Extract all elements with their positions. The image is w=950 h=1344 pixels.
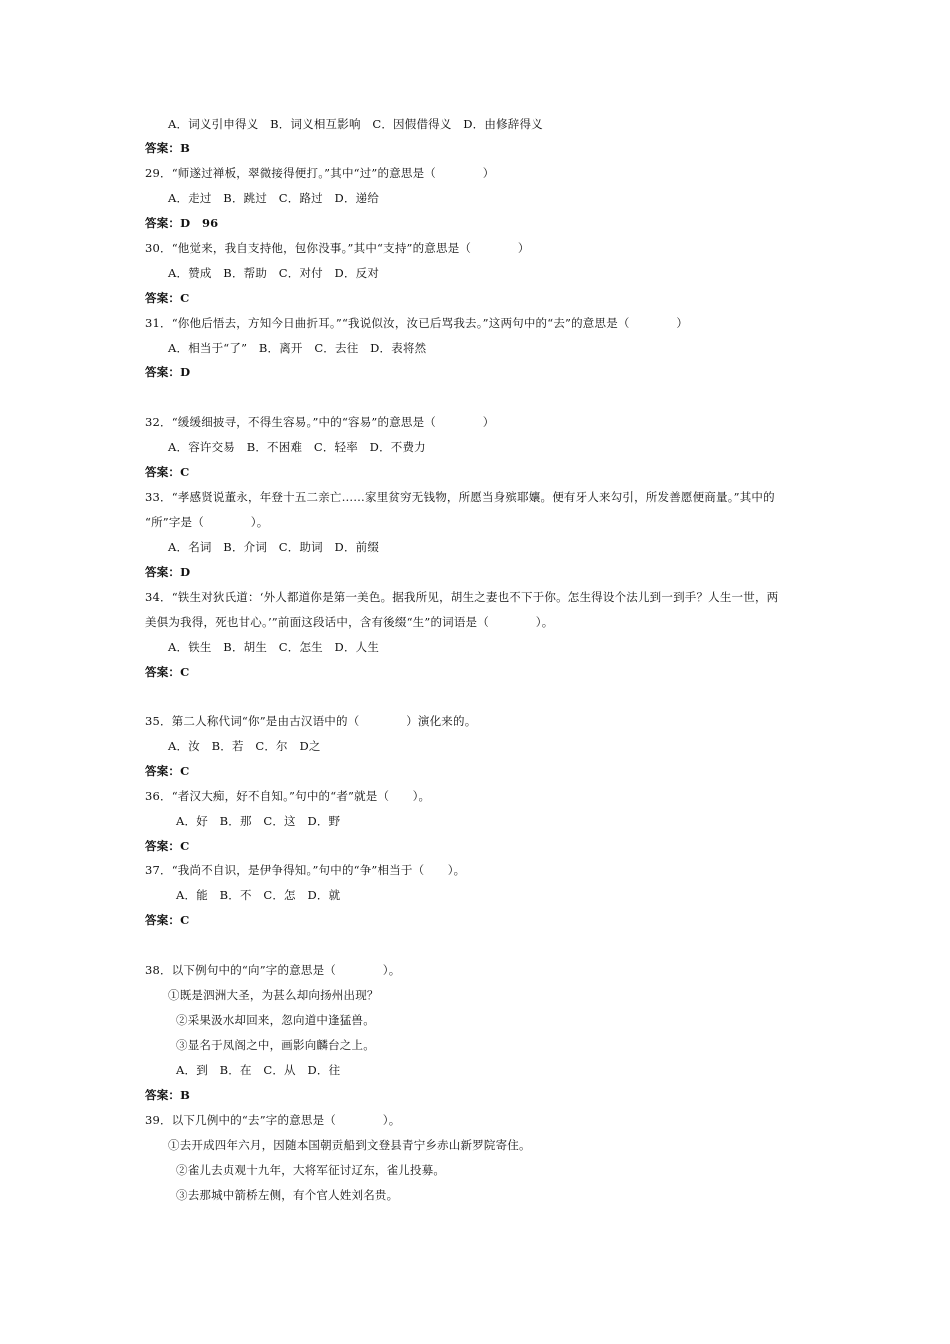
question-text: 39．以下几例中的“去”字的意思是（ ）。 xyxy=(145,1113,401,1127)
answer-key: 答案：C xyxy=(145,465,190,479)
answer-options: A．好 B．那 C．这 D．野 xyxy=(176,814,341,828)
answer-key: 答案：C xyxy=(145,665,190,679)
answer-key: 答案：C xyxy=(145,913,190,927)
question-text: 36．“者汉大痴，好不自知。”句中的“者”就是（ ）。 xyxy=(145,789,431,803)
answer-key: 答案：D 96 xyxy=(145,216,219,230)
example-sentence: ③去那城中箭桥左侧，有个官人姓刘名贵。 xyxy=(176,1188,399,1202)
answer-options: A．到 B．在 C．从 D．往 xyxy=(176,1063,341,1077)
answer-key: 答案：D xyxy=(145,365,191,379)
question-text: 37．“我尚不自识，是伊争得知。”句中的“争”相当于（ ）。 xyxy=(145,863,466,877)
answer-options: A．能 B．不 C．怎 D．就 xyxy=(176,888,341,902)
answer-key: 答案：C xyxy=(145,291,190,305)
answer-key: 答案：C xyxy=(145,764,190,778)
question-text-continued: 美俱为我得，死也甘心。’”前面这段话中，含有後缀“生”的词语是（ ）。 xyxy=(145,615,554,629)
example-sentence: ①去开成四年六月，因随本国朝贡船到文登县青宁乡赤山新罗院寄住。 xyxy=(168,1138,531,1152)
answer-options: A．走过 B．跳过 C．路过 D．递给 xyxy=(168,191,380,205)
answer-options: A．容许交易 B．不困难 C．轻率 D．不费力 xyxy=(168,440,426,454)
answer-options: A．相当于“了” B．离开 C．去往 D．表将然 xyxy=(168,341,427,355)
question-text: 32．“缓缓细披寻，不得生容易。”中的“容易”的意思是（ ） xyxy=(145,415,495,429)
question-text: 30．“他觉来，我自支持他，包你没事。”其中“支持”的意思是（ ） xyxy=(145,241,530,255)
answer-options: A．赞成 B．帮助 C．对付 D．反对 xyxy=(168,266,380,280)
example-sentence: ②采果汲水却回来，忽向道中逢猛兽。 xyxy=(176,1013,375,1027)
example-sentence: ②雀儿去贞观十九年，大将军征讨辽东，雀儿投募。 xyxy=(176,1163,446,1177)
question-text: 35．第二人称代词“你”是由古汉语中的（ ）演化来的。 xyxy=(145,714,477,728)
example-sentence: ③显名于凤阁之中，画影向麟台之上。 xyxy=(176,1038,375,1052)
question-text: 29．“师遂过禅板，翠微接得便打。”其中“过”的意思是（ ） xyxy=(145,166,495,180)
answer-options: A．铁生 B．胡生 C．怎生 D．人生 xyxy=(168,640,380,654)
answer-key: 答案：D xyxy=(145,565,191,579)
answer-key: 答案：C xyxy=(145,839,190,853)
answer-key: 答案：B xyxy=(145,141,191,155)
question-text: 34．“铁生对狄氏道：‘外人都道你是第一美色。据我所见，胡生之妻也不下于你。怎生得设个法儿到一到手？人生一世，两 xyxy=(145,590,779,604)
question-text: 33．“孝感贤说董永，年登十五二亲亡……家里贫穷无钱物，所愿当身殡耶孃。便有牙人来勾引，所发善愿便商量。”其中的 xyxy=(145,490,775,504)
question-text-continued: “所”字是（ ）。 xyxy=(145,515,269,529)
answer-options: A．词义引申得义 B．词义相互影响 C．因假借得义 D．由修辞得义 xyxy=(168,117,543,131)
answer-options: A．名词 B．介词 C．助词 D．前缀 xyxy=(168,540,380,554)
question-text: 31．“你他后悟去，方知今日曲折耳。”“我说似汝，汝已后骂我去。”这两句中的“去”的意思是（ ） xyxy=(145,316,689,330)
example-sentence: ①既是泗洲大圣，为甚么却向扬州出现？ xyxy=(168,988,379,1002)
question-text: 38．以下例句中的“向”字的意思是（ ）。 xyxy=(145,963,401,977)
answer-options: A．汝 B．若 C．尔 D之 xyxy=(168,739,321,753)
answer-key: 答案：B xyxy=(145,1088,191,1102)
